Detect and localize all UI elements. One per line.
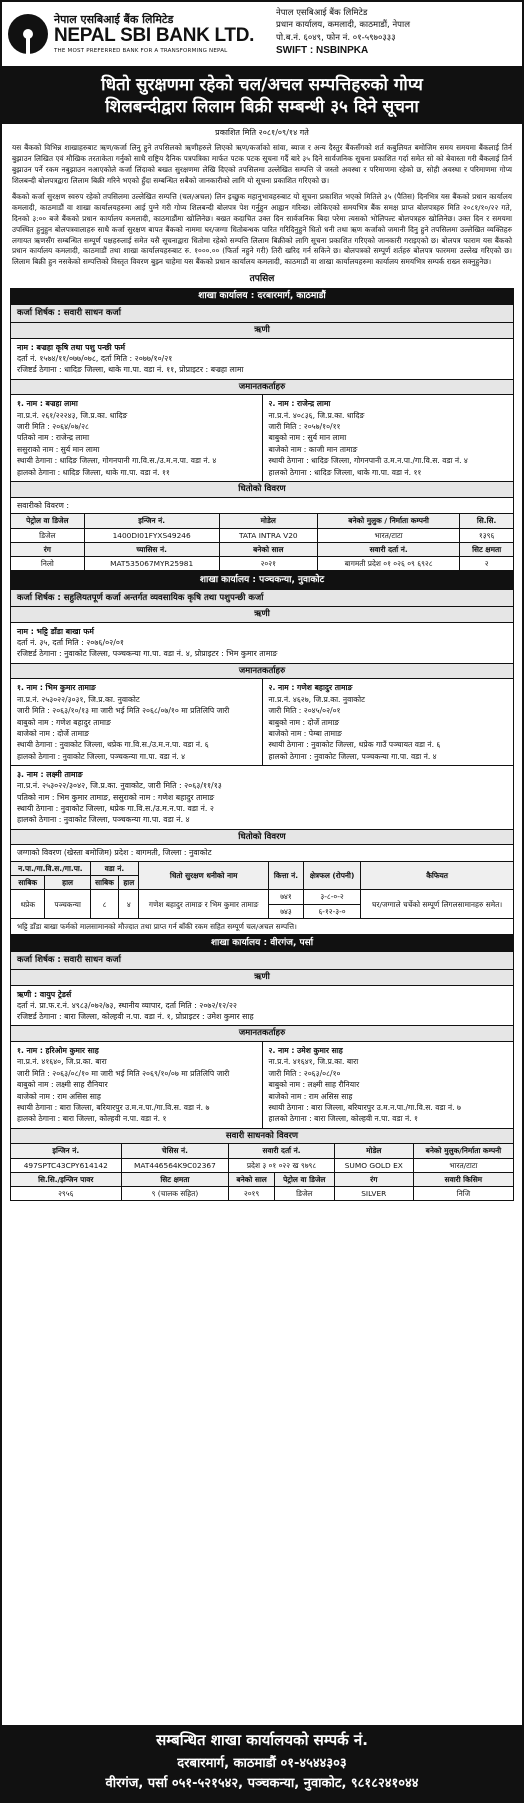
table-cell: डिजेल: [274, 1187, 334, 1201]
published-date: प्रकाशित मिति २०८१/०९/१४ गते: [215, 128, 309, 138]
guarantor-issue-date: जारी मिति : २०६३/०८/१०: [268, 1068, 341, 1078]
table-cell: थप्रेक: [11, 890, 45, 918]
guarantor-permanent-address: स्थायी ठेगाना : नुवाकोट जिल्ला, थप्रेक गाउँ पञ्चायत वडा नं. ६: [268, 740, 441, 750]
table-header-cell: सिट क्षमता: [460, 542, 513, 556]
table-header-cell: कैफियत: [361, 862, 513, 890]
table-header-cell: रंग: [334, 1172, 413, 1186]
table-header-cell: इन्जिन नं.: [84, 514, 219, 528]
guarantor-relation: पतिको नाम : भिम कुमार तामाङ, ससुराको नाम : गणेश बहादुर तामाङ: [17, 792, 215, 802]
notice-paragraph-1: यस बैंकको विभिन्न शाखाहरुबाट ऋण/कर्जा लिनु हुने तपसिलको ऋणीहरुले लिएको ऋण/कर्जाको सांवा, ब्याज र अन्य दैस्तुर बैंकसँगको शर्त कबुलियत बमोजिम समय समयमा बैंकलाई तिर्न बुझाउन लिखित एवं मौखिक तरताकेता गर्नुको साथै राष्ट्रिय दैनिक पत्रपत्रिका मार्फत पटक पटक सूचना गर्दै बारे ३५ दिने सार्वजनिक सूचना प्रकाशित गर्दा समेत सो को बेवास्ता गरी बैंकलाई तिर्न बुझाउन पर्ने रकम नबुझाउन नआएकोले कर्जा लिंदाको बखत सुरक्षणमा लेखि दिएको तपसिलमा उल्लेखित सम्पत्ति जे जस्तो अवस्था र परिमाणमा रहेको छ, सोही अवस्था र परिमाणमा गोप्य शिलबन्दी बोलपत्रद्वारा लिलाम बिक्री गरिने भएको हुँदा सम्बन्धित सबैको जानकारीको लागि यो सूचना प्रकाशित गरिएको छ।: [12, 143, 512, 185]
guarantor-name: ३. नाम : लक्ष्मी तामाङ: [17, 770, 83, 780]
table-cell: २०२१: [219, 557, 317, 571]
borrower-registration: दर्ता नं. १५७४/११/०७७/०७८, दर्ता मिति : २०७७/१०/२१: [17, 354, 173, 363]
table-cell: SUMO GOLD EX: [334, 1158, 413, 1172]
loan-section: [10, 305, 514, 572]
footer-contact-line-2: वीरगंज, पर्सा ०५१-५२१५४२, पञ्चकन्या, नुवाकोट, ९८१८२४१०४४: [105, 1775, 419, 1791]
table-cell: SILVER: [334, 1187, 413, 1201]
table-header-cell: साबिक: [11, 876, 45, 890]
guarantor-citizenship: ना.प्र.नं. ४१६४०, जि.प्र.का. बारा: [17, 1057, 107, 1067]
table-cell: ६-१२-३-०: [303, 904, 360, 918]
table-cell: गणेश बहादुर तामाङ र भिम कुमार तामाङ: [139, 890, 269, 918]
guarantor-name: १. नाम : हरिओम कुमार साह: [17, 1046, 99, 1056]
bank-address: [270, 2, 522, 66]
table-cell: ७४३: [269, 904, 304, 918]
table-header-cell: चेसिस नं.: [121, 1144, 229, 1158]
notice-title-line-2: शिलबन्दीद्वारा लिलाम बिक्री सम्बन्धी ३५ दिने सूचना: [105, 97, 419, 118]
collateral-heading: धितोको विवरण: [11, 830, 513, 846]
table-cell: ४: [119, 890, 139, 918]
table-header-cell: बनेको साल: [219, 542, 317, 556]
guarantor-name: १. नाम : बज्रहा लामा: [17, 399, 78, 409]
table-cell: निजि: [413, 1187, 513, 1201]
vehicle-table: [11, 514, 513, 571]
table-cell: भारत/टाटा: [413, 1158, 513, 1172]
guarantor-permanent-address: स्थायी ठेगाना : धादिङ जिल्ला, गोगनपानी उ.म.न.पा./गा.वि.स. वडा नं. ४: [268, 456, 468, 466]
table-cell: पञ्चकन्या: [45, 890, 90, 918]
table-header-cell: सिट क्षमता: [121, 1172, 229, 1186]
collateral-intro: जग्गाको विवरण (खेस्ता बमोजिम) प्रदेश : बागमती, जिल्ला : नुवाकोट: [11, 845, 513, 862]
guarantor-relation: पतिको नाम : राजेन्द्र लामा: [17, 433, 90, 443]
collateral-heading: सवारी साधनको विवरण: [11, 1129, 513, 1145]
guarantor-issue-date: जारी मिति : २०४५/०२/०१: [268, 706, 341, 716]
guarantor-relation: ससुराको नाम : सुर्य मान लामा: [17, 444, 100, 454]
bank-header: [2, 2, 522, 68]
guarantor-relation: बाजेको नाम : राम असिस साह: [17, 1091, 101, 1101]
borrower-details: [11, 623, 513, 664]
guarantor-card: [263, 395, 514, 481]
guarantor-name: १. नाम : भिम कुमार तामाङ: [17, 683, 96, 693]
guarantor-list: [11, 679, 513, 766]
guarantor-permanent-address: स्थायी ठेगाना : बारा जिल्ला, बरियारपुर उ.म.न.पा./गा.वि.स. वडा नं. ७: [17, 1102, 210, 1112]
table-header-cell: कित्ता नं.: [269, 862, 304, 890]
table-header-row: [11, 542, 513, 556]
guarantor-heading: जमानतकर्ताहरु: [11, 664, 513, 680]
table-cell: ७४१: [269, 890, 304, 904]
table-cell: १३९६: [460, 528, 513, 542]
table-cell: २: [460, 557, 513, 571]
guarantor-relation: बाजेको नाम : दोर्जे तामाङ: [17, 728, 89, 738]
guarantor-heading: जमानतकर्ताहरु: [11, 380, 513, 396]
guarantor-list: [11, 395, 513, 482]
table-header-cell: पेट्रोल वा डिजेल: [274, 1172, 334, 1186]
table-header-cell: इन्जिन नं.: [11, 1144, 121, 1158]
guarantor-citizenship: ना.प्र.नं. ४६२७, जि.प्र.का. नुवाकोट: [268, 694, 365, 704]
table-header-cell: हाल: [45, 876, 90, 890]
guarantor-current-address: हालको ठेगाना : नुवाकोट जिल्ला, पञ्चकन्या गा.पा. वडा नं. ४: [17, 751, 186, 761]
guarantor-relation: बाजेको नाम : पेम्बा तामाङ: [268, 728, 342, 738]
table-header-cell: मोडेल: [334, 1144, 413, 1158]
guarantor-relation: बाबुको नाम : गणेश बहादुर तामाङ: [17, 717, 111, 727]
guarantor-issue-date: जारी मिति : २०६३/१०/१३ मा जारी भई मिति २०६८/०७/१० मा प्रतिलिपि जारी: [17, 706, 230, 716]
borrower-details: [11, 339, 513, 380]
table-header-cell: न.पा./गा.वि.स./गा.पा.: [11, 862, 90, 876]
address-line-3: पो.ब.नं. ६०४९, फोन नं. ०१-५९७०३३३: [276, 32, 396, 43]
borrower-name: नाम : बज्रहा कृषि तथा पशु पन्छी फर्म: [17, 342, 126, 352]
table-cell: ९ (चालक सहित): [121, 1187, 229, 1201]
guarantor-current-address: हालको ठेगाना : बारा जिल्ला, कोल्हवी न.पा. वडा नं. १: [268, 1114, 418, 1124]
guarantor-relation: बाजेको नाम : राम असिस साह: [268, 1091, 353, 1101]
table-cell: 1400DI01FYXS49246: [84, 528, 219, 542]
footer-title: सम्बन्धित शाखा कार्यालयको सम्पर्क नं.: [156, 1731, 368, 1750]
collateral-note: भट्टि डाँडा बाखा फर्मको मालसामानको मौज्दात तथा प्राप्त गर्न बाँकी रकम सहित सम्पूर्ण चल/अचल सम्पत्ति।: [17, 921, 297, 931]
table-row: [11, 528, 513, 542]
guarantor-card: [11, 1042, 263, 1128]
bank-name-nepali: नेपाल एसबिआई बैंक लिमिटेड: [54, 12, 174, 26]
table-header-cell: बनेको मुलुक/निर्माता कम्पनी: [413, 1144, 513, 1158]
guarantor-citizenship: ना.प्र.नं. २५३०२२/३०३१, जि.प्र.का. नुवाकोट: [17, 694, 140, 704]
bank-branding: [2, 2, 270, 66]
table-header-cell: क्षेत्रफल (रोपनी): [303, 862, 360, 890]
borrower-heading: ऋणी: [11, 323, 513, 339]
table-cell: ३-८-०-२: [303, 890, 360, 904]
table-header-cell: बनेको मुलुक / निर्माता कम्पनी: [317, 514, 459, 528]
table-header-cell: सि.सि.: [460, 514, 513, 528]
borrower-address: रजिष्टर्ड ठेगाना : नुवाकोट जिल्ला, पञ्चकन्या गा.पा. वडा नं. ४, प्रोप्राइटर : भिम कुमार तामाङ: [17, 649, 278, 659]
table-header-row: [11, 1172, 513, 1186]
table-header-cell: सवारी किसिम: [413, 1172, 513, 1186]
borrower-address: रजिष्टर्ड ठेगाना : धादिङ जिल्ला, थाके गा.पा. वडा नं. ११, प्रोप्राइटर : बज्रहा लामा: [17, 365, 244, 375]
land-table: [11, 862, 513, 919]
contact-footer: [2, 1725, 522, 1801]
guarantor-relation: बाबुको नाम : सुर्य मान लामा: [268, 433, 347, 443]
guarantor-name: २. नाम : राजेन्द्र लामा: [268, 399, 331, 409]
table-header-cell: सवारी दर्ता नं.: [229, 1144, 334, 1158]
guarantor-relation: बाबुको नाम : लक्ष्मी साह रौनियार: [268, 1080, 360, 1090]
borrower-heading: ऋणी: [11, 607, 513, 623]
table-header-cell: पेट्रोल वा डिजेल: [11, 514, 84, 528]
guarantor-relation: बाबुको नाम : लक्ष्मी साह रौनियार: [17, 1080, 108, 1090]
borrower-details: [11, 986, 513, 1027]
table-header-row: [11, 514, 513, 528]
guarantor-relation: बाजेको नाम : काजी मान तामाङ: [268, 444, 358, 454]
guarantor-card: [11, 766, 513, 829]
guarantor-relation: बाबुको नाम : दोर्जे तामाङ: [268, 717, 340, 727]
branch-heading: शाखा कार्यालय : दरबारमार्ग, काठमाडौं: [10, 288, 514, 305]
loan-type: कर्जा शिर्षक : सवारी साधन कर्जा: [11, 952, 513, 970]
borrower-heading: ऋणी: [11, 970, 513, 986]
loan-section: [10, 590, 514, 935]
guarantor-permanent-address: स्थायी ठेगाना : नुवाकोट जिल्ला, थप्रेक गा.वि.स./उ.म.न.पा. वडा नं. ६: [17, 740, 209, 750]
guarantor-current-address: हालको ठेगाना : धादिङ जिल्ला, थाके गा.पा. वडा नं. ११: [17, 467, 170, 477]
branch-heading: शाखा कार्यालय : वीरगंज, पर्सा: [10, 935, 514, 952]
guarantor-citizenship: ना.प्र.नं. ४१६४१, जि.प्र.का. बारा: [268, 1057, 359, 1067]
table-cell: २०१९: [229, 1187, 274, 1201]
footer-contact-line-1: दरबारमार्ग, काठमाडौं ०१-४५४४३०३: [177, 1756, 347, 1771]
table-header-row: [11, 862, 513, 876]
notice-title: [2, 68, 522, 124]
table-header-cell: धितो सुरक्षण धनीको नाम: [139, 862, 269, 890]
guarantor-card: [11, 679, 263, 765]
borrower-name: ऋणी : वायुप ट्रेडर्स: [17, 989, 72, 999]
branch-heading: शाखा कार्यालय : पञ्चकन्या, नुवाकोट: [10, 572, 514, 589]
loan-type: कर्जा शिर्षक : सवारी साधन कर्जा: [11, 305, 513, 323]
guarantor-citizenship: ना.प्र.नं. २५३०२२/३०४२, जि.प्र.का. नुवाकोट, जारी मिति : २०६३/११/१३: [17, 781, 222, 791]
borrower-registration: दर्ता नं. प्रा.फ.र.नं. ४९८३/०७२/७३, स्थानीय व्यापार, दर्ता मिति : २०७२/१२/२२: [17, 1000, 237, 1010]
table-cell: निलो: [11, 557, 84, 571]
notice-title-line-1: धितो सुरक्षणमा रहेको चल/अचल सम्पत्तिहरुको गोप्य: [101, 75, 423, 95]
guarantor-current-address: हालको ठेगाना : नुवाकोट जिल्ला, पञ्चकन्या गा.पा. वडा नं. ४: [17, 815, 190, 825]
address-line-2: प्रधान कार्यालय, कमलादी, काठमाडौं, नेपाल: [276, 20, 410, 31]
guarantor-card: [263, 1042, 514, 1128]
swift-code: SWIFT : NSBINPKA: [276, 44, 369, 56]
guarantor-issue-date: जारी मिति : २०६४/०७/२८: [17, 422, 89, 431]
guarantor-issue-date: जारी मिति : २०५७/१०/११: [268, 422, 341, 431]
table-row: [11, 890, 513, 904]
table-cell: MAT535067MYR25981: [84, 557, 219, 571]
table-cell: २९५६: [11, 1187, 121, 1201]
vehicle-table: [11, 1144, 513, 1200]
guarantor-current-address: हालको ठेगाना : धादिङ जिल्ला, थाके गा.पा. वडा नं. ११: [268, 467, 422, 477]
table-row: [11, 1187, 513, 1201]
table-header-cell: बनेको साल: [229, 1172, 274, 1186]
table-cell: भारत/टाटा: [317, 528, 459, 542]
table-cell: प्रदेश ३ ०१ ०२२ ख ९७९८: [229, 1158, 334, 1172]
table-header-cell: हाल: [119, 876, 139, 890]
borrower-address: रजिष्टर्ड ठेगाना : बारा जिल्ला, कोल्हवी न.पा. वडा नं. १, प्रोप्राइटर : उमेश कुमार साह: [17, 1012, 254, 1022]
guarantor-current-address: हालको ठेगाना : बारा जिल्ला, कोल्हवी न.पा. वडा नं. १: [17, 1114, 167, 1124]
table-cell: ८: [90, 890, 119, 918]
collateral-intro: सवारीको विवरण :: [11, 498, 513, 515]
table-header-cell: वडा नं.: [90, 862, 139, 876]
table-header-cell: सवारी दर्ता नं.: [317, 542, 459, 556]
collateral-heading: धितोको विवरण: [11, 482, 513, 498]
guarantor-permanent-address: स्थायी ठेगाना : बारा जिल्ला, बरियारपुर उ.म.न.पा./गा.वि.स. वडा नं. ७: [268, 1102, 461, 1112]
table-row: [11, 557, 513, 571]
table-header-cell: सि.सि./इन्जिन पावर: [11, 1172, 121, 1186]
table-header-row: [11, 1144, 513, 1158]
table-cell: डिजेल: [11, 528, 84, 542]
table-cell: 497SPTC43CPY614142: [11, 1158, 121, 1172]
table-header-cell: साबिक: [90, 876, 119, 890]
table-cell: घर/जग्गाले चर्चेको सम्पूर्ण लिगलसामानहरु समेत।: [361, 890, 513, 918]
guarantor-card: [263, 679, 514, 765]
sbi-logo-icon: [8, 14, 48, 54]
loan-type: कर्जा शिर्षक : सहुलियतपूर्ण कर्जा अन्तर्गत व्यवसायिक कृषि तथा पशुपन्छी कर्जा: [11, 590, 513, 608]
loan-section: [10, 952, 514, 1201]
notice-paragraph-2: बैंकको कर्जा सुरक्षण स्वरुप रहेको तपसिलमा उल्लेखित सम्पत्ति (चल/अचल) लिन इच्छुक महानुभावहरुबाट यो सूचना प्रकाशित भएको मितिले ३५ (पैतिस) दिनभित्र यस बैंकको प्रधान कार्यालय कमलादी, काठमाडौं वा शाखा कार्यालयहरुमा आई पुग्ने गरी गोप्य शिलबन्दी बोलपत्र पेश गर्नुहुन आह्वान गरिन्छ। लोकिएको समयभित्र बैंक समक्ष प्राप्त बोलपत्रहरु मिति २०८१/१०/२२ गते, दिनको ३:०० बजे बैंकको प्रधान कार्यालय कमलादी, काठमाडौंमा खोलिनेछ। बखत कदाचित उक्त दिन सार्वजनिक बिदा परेमा त्यसको भोलिपल्ट बोलपत्रहरु खोलिनेछ। उक्त दिन र समयमा उपस्थित हुनुहुन बोलपत्रवालाहरु साथै कर्जा सुरक्षण बापत बैंकको नाममा घर/जग्गा धितोबन्धक पारित गरिदिनुहुने धितो धनी तथा ऋण कर्जाको जमानी दिनु हुने तपसिलमा उल्लेखित व्यक्तिहरु लगायत ऋणसँग सम्बन्धित सम्पूर्ण पक्षहरुलाई समेत यसै सूचनाद्वारा धितोमा रहेको सम्पत्ति लिलाम बिक्रीको लागि सूचना प्रकाशित गरिएको जानकारी गराइएको छ। बोलपत्र फाराम यस बैंकको प्रधान कार्यालय कमलादी, काठमाडौं तथा शाखा कार्यालयहरुबाट रु. १०००.०० (फिर्ता नहुने गरी) तिरी खरिद गर्न सकिने छ। बोलपत्रको सम्पूर्ण शर्तहरु बोलपत्र फारममा उल्लेख गरिएको छ। लिलाम बिक्री हुन नसकेको सम्पत्तिको विस्तृत विवरण बुझ्न चाहेमा यस बैंकको प्रधान कार्यालय कमलादी, काठमाडौं वा शाखा कार्यालयहरुमा कार्यालय समयभित्र सम्पर्क राख्न सक्नुहुनेछ।: [12, 192, 512, 267]
guarantor-permanent-address: स्थायी ठेगाना : नुवाकोट जिल्ला, थप्रेक गा.वि.स./उ.म.न.पा. वडा नं. २: [17, 803, 214, 813]
guarantor-citizenship: ना.प्र.नं. २६१/२२२४३, जि.प्र.का. धादिङ: [17, 410, 128, 420]
guarantor-permanent-address: स्थायी ठेगाना : धादिङ जिल्ला, गोगनपानी गा.वि.स./उ.म.न.पा. वडा नं. ४: [17, 456, 217, 466]
table-header-cell: मोडेल: [219, 514, 317, 528]
table-cell: MAT446564K9C02367: [121, 1158, 229, 1172]
address-line-1: नेपाल एसबिआई बैंक लिमिटेड: [276, 8, 368, 18]
guarantor-citizenship: ना.प्र.नं. ४०८३६, जि.प्र.का. धादिङ: [268, 410, 365, 420]
bank-tagline: THE MOST PREFERRED BANK FOR A TRANSFORMING NEPAL: [54, 48, 228, 55]
table-cell: TATA INTRA V20: [219, 528, 317, 542]
guarantor-name: २. नाम : उमेश कुमार साह: [268, 1046, 343, 1056]
guarantor-current-address: हालको ठेगाना : नुवाकोट जिल्ला, पञ्चकन्या गा.पा. वडा नं. ४: [268, 751, 437, 761]
guarantor-card: [11, 395, 263, 481]
borrower-name: नाम : भट्टि डाँडा बाखा फर्म: [17, 626, 94, 636]
table-cell: बागमती प्रदेश ०१ ०२६ ०९ ६९२८: [317, 557, 459, 571]
schedule-heading: तपसिल: [249, 273, 275, 284]
table-row: [11, 1158, 513, 1172]
bank-name-english: NEPAL SBI BANK LTD.: [54, 25, 255, 47]
guarantor-name: २. नाम : गणेश बहादुर तामाङ: [268, 683, 353, 693]
guarantor-heading: जमानतकर्ताहरु: [11, 1026, 513, 1042]
table-header-cell: रंग: [11, 542, 84, 556]
table-header-cell: च्यासिस नं.: [84, 542, 219, 556]
guarantor-issue-date: जारी मिति : २०६३/०८/१० मा जारी भई मिति २०६९/१०/०७ मा प्रतिलिपि जारी: [17, 1068, 230, 1078]
guarantor-list: [11, 1042, 513, 1129]
borrower-registration: दर्ता नं. ३५, दर्ता मिति : २०७६/०२/०१: [17, 638, 124, 648]
